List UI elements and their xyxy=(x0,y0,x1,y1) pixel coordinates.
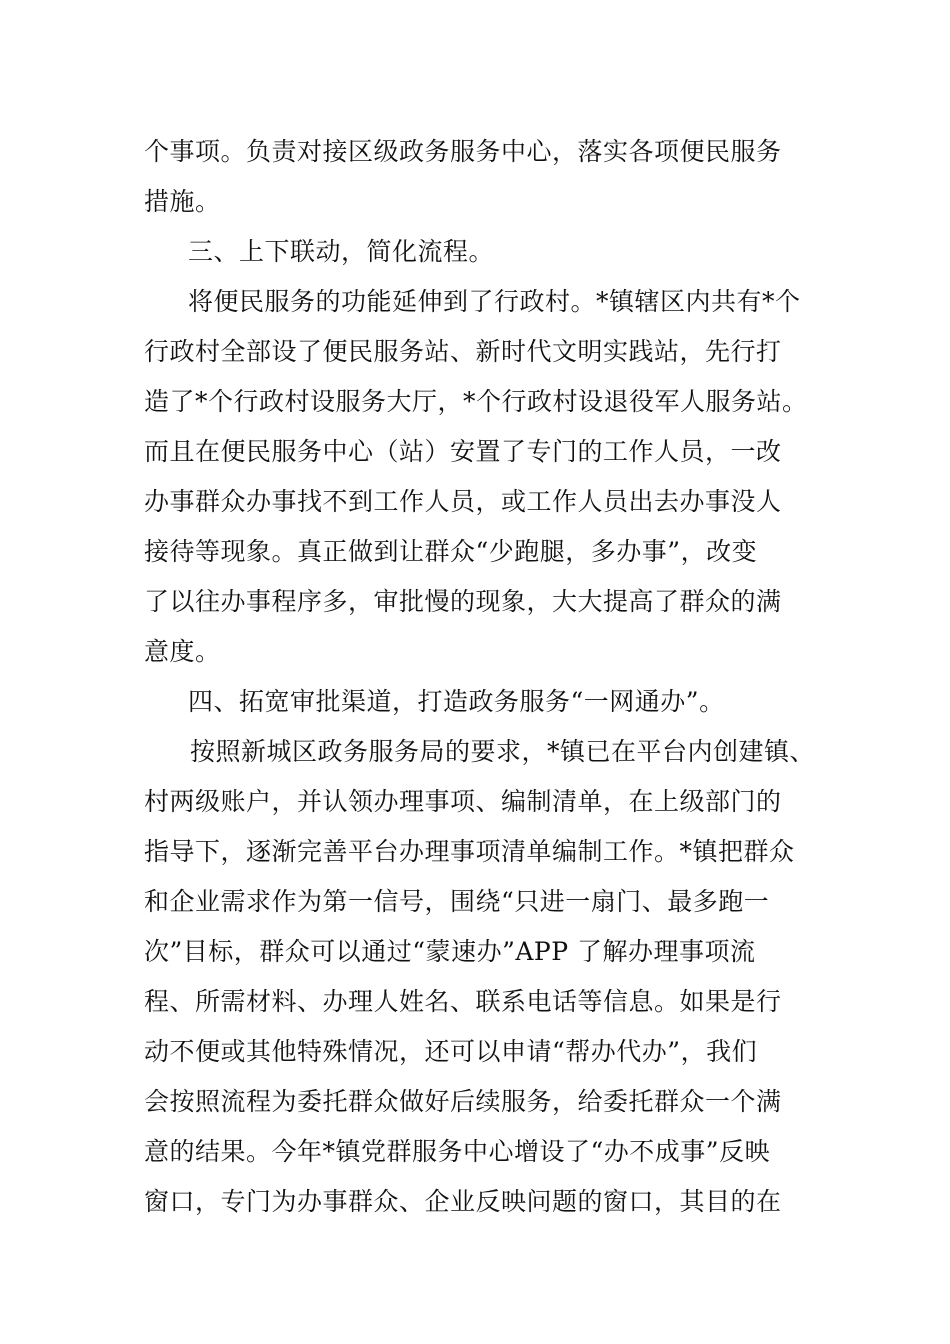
text-line: 窗口，专门为办事群众、企业反映问题的窗口，其目的在 xyxy=(144,1187,782,1216)
text-line: 会按照流程为委托群众做好后续服务，给委托群众一个满 xyxy=(144,1087,782,1116)
text-line: 办事群众办事找不到工作人员，或工作人员出去办事没人 xyxy=(144,487,782,516)
text-line: 按照新城区政务服务局的要求，*镇已在平台内创建镇、 xyxy=(190,737,816,766)
section-heading: 三、上下联动，简化流程。 xyxy=(188,237,495,266)
text-line: 村两级账户，并认领办理事项、编制清单，在上级部门的 xyxy=(144,787,782,816)
text-line: 动不便或其他特殊情况，还可以申请“帮办代办”，我们 xyxy=(144,1037,758,1066)
text-line: 接待等现象。真正做到让群众“少跑腿，多办事”，改变 xyxy=(144,537,758,566)
text-line: 行政村全部设了便民服务站、新时代文明实践站，先行打 xyxy=(144,337,782,366)
text-line: 而且在便民服务中心（站）安置了专门的工作人员，一改 xyxy=(144,437,782,466)
section-heading: 四、拓宽审批渠道，打造政务服务“一网通办”。 xyxy=(188,687,725,716)
text-line: 个事项。负责对接区级政务服务中心，落实各项便民服务 xyxy=(144,137,782,166)
text-line: 了以往办事程序多，审批慢的现象，大大提高了群众的满 xyxy=(144,587,782,616)
text-line: 指导下，逐渐完善平台办理事项清单编制工作。*镇把群众 xyxy=(144,837,795,866)
text-line: 意的结果。今年*镇党群服务中心增设了“办不成事”反映 xyxy=(144,1137,771,1166)
text-line: 意度。 xyxy=(144,637,221,666)
text-line: 程、所需材料、办理人姓名、联系电话等信息。如果是行 xyxy=(144,987,782,1016)
text-line: 将便民服务的功能延伸到了行政村。*镇辖区内共有*个 xyxy=(188,287,801,316)
text-line: 造了*个行政村设服务大厅，*个行政村设退役军人服务站。 xyxy=(144,387,808,416)
text-line: 措施。 xyxy=(144,187,221,216)
text-line: 和企业需求作为第一信号，围绕“只进一扇门、最多跑一 xyxy=(144,887,770,916)
text-line: 次”目标，群众可以通过“蒙速办”APP 了解办理事项流 xyxy=(144,937,756,966)
